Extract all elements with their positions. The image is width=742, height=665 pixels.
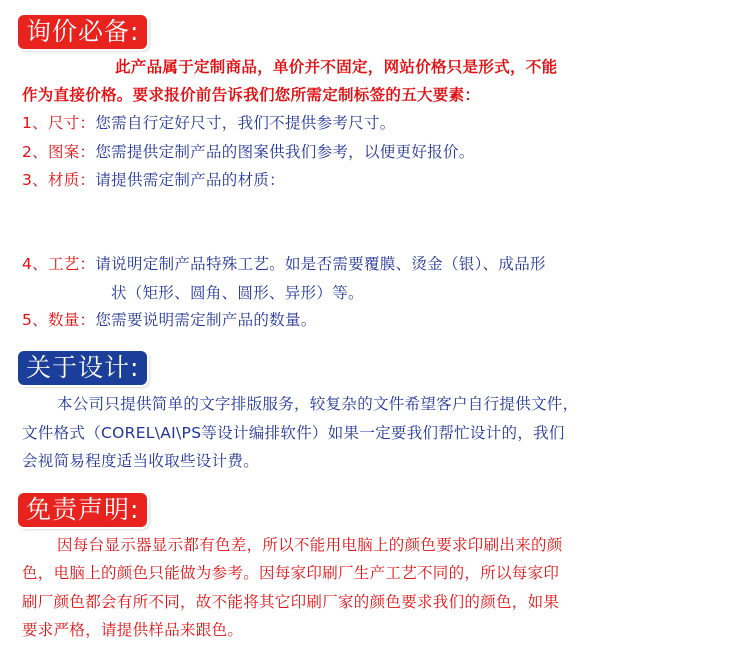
item-text: 请说明定制产品特殊工艺。如是否需要覆膜、烫金（银）、成品形 [95, 255, 546, 273]
item-label: 3、材质： [22, 171, 96, 189]
intro-line-2: 作为直接价格。要求报价前告诉我们您所需定制标签的五大要素： [22, 86, 481, 104]
design-paragraph-line: 本公司只提供简单的文字排版服务，较复杂的文件希望客户自行提供文件， [57, 395, 579, 413]
item-label: 1、尺寸： [22, 114, 96, 132]
section-header-design: 关于设计: [18, 351, 147, 385]
item-text-continued: 状（矩形、圆角、圆形、异形）等。 [111, 284, 364, 302]
requirement-item [22, 112, 396, 134]
item-label: 2、图案： [22, 143, 96, 161]
intro-highlight: 此产品 [115, 58, 163, 76]
design-paragraph-line: 文件格式（COREL\AI\PS等设计编排软件）如果一定要我们帮忙设计的，我们 [22, 424, 565, 442]
design-paragraph-line: 会视简易程度适当收取些设计费。 [22, 452, 260, 470]
disclaimer-line: 因每台显示器显示都有色差，所以不能用电脑上的颜色要求印刷出来的颜 [57, 536, 563, 554]
item-text: 您需要说明需定制产品的数量。 [95, 311, 317, 329]
disclaimer-line: 要求严格，请提供样品来跟色。 [22, 621, 244, 639]
requirement-item [22, 169, 285, 191]
requirement-item [22, 253, 546, 275]
intro-line-1 [115, 56, 557, 78]
requirement-item [22, 141, 475, 163]
item-text: 您需自行定好尺寸，我们不提供参考尺寸。 [95, 114, 396, 132]
section-header-disclaimer: 免责声明: [18, 493, 147, 527]
disclaimer-line: 刷厂颜色都会有所不同，故不能将其它印刷厂家的颜色要求我们的颜色，如果 [22, 593, 560, 611]
requirement-item [22, 309, 317, 331]
intro-text: 属于定制商品，单价并不固定，网站价格只是形式，不能 [162, 58, 558, 76]
item-text: 您需提供定制产品的图案供我们参考，以便更好报价。 [95, 143, 475, 161]
item-text: 请提供需定制产品的材质： [95, 171, 285, 189]
section-header-inquiry: 询价必备: [18, 15, 147, 49]
item-label: 4、工艺： [22, 255, 96, 273]
disclaimer-line: 色，电脑上的颜色只能做为参考。因每家印刷厂生产工艺不同的，所以每家印 [22, 564, 560, 582]
item-label: 5、数量： [22, 311, 96, 329]
